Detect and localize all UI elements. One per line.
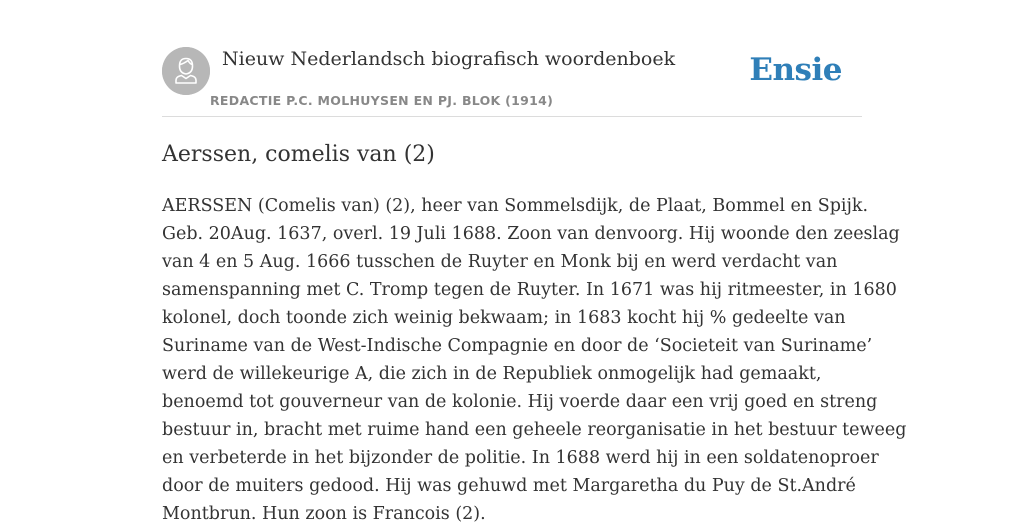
user-silhouette-icon — [162, 47, 210, 95]
article-line: werd de willekeurige A, die zich in de Republiek onmogelijk had gemaakt, — [162, 364, 822, 384]
article-line: van 4 en 5 Aug. 1666 tusschen de Ruyter en Monk bij en werd verdacht van — [162, 252, 838, 272]
article-line: en verbeterde in het bijzonder de politie. In 1688 werd hij in een soldatenoproer — [162, 448, 879, 468]
article-line: samenspanning met C. Tromp tegen de Ruyter. In 1671 was hij ritmeester, in 1680 — [162, 280, 897, 300]
article-body — [162, 192, 907, 528]
article-line: kolonel, doch toonde zich weinig bekwaam; in 1683 kocht hij % gedeelte van — [162, 308, 846, 328]
source-header — [162, 47, 862, 117]
article-line: Geb. 20Aug. 1637, overl. 19 Juli 1688. Zoon van denvoorg. Hij woonde den zeeslag — [162, 224, 900, 244]
article-line: Suriname van de West-Indische Compagnie en door de ‘Societeit van Suriname’ — [162, 336, 873, 356]
article-line: door de muiters gedood. Hij was gehuwd met Margaretha du Puy de St.André — [162, 476, 856, 496]
article-line: bestuur in, bracht met ruime hand een geheele reorganisatie in het bestuur teweeg — [162, 420, 907, 440]
article-line: Montbrun. Hun zoon is Francois (2). — [162, 504, 486, 524]
article-title: Aerssen, comelis van (2) — [162, 142, 435, 167]
article-line: benoemd tot gouverneur van de kolonie. Hij voerde daar een vrij goed en streng — [162, 392, 878, 412]
book-title[interactable]: Nieuw Nederlandsch biografisch woordenboek — [222, 48, 676, 70]
book-editors: REDACTIE P.C. MOLHUYSEN EN PJ. BLOK (1914) — [210, 93, 554, 108]
article-line: AERSSEN (Comelis van) (2), heer van Sommelsdijk, de Plaat, Bommel en Spijk. — [162, 196, 869, 216]
ensie-logo[interactable]: Ensie — [749, 52, 842, 88]
